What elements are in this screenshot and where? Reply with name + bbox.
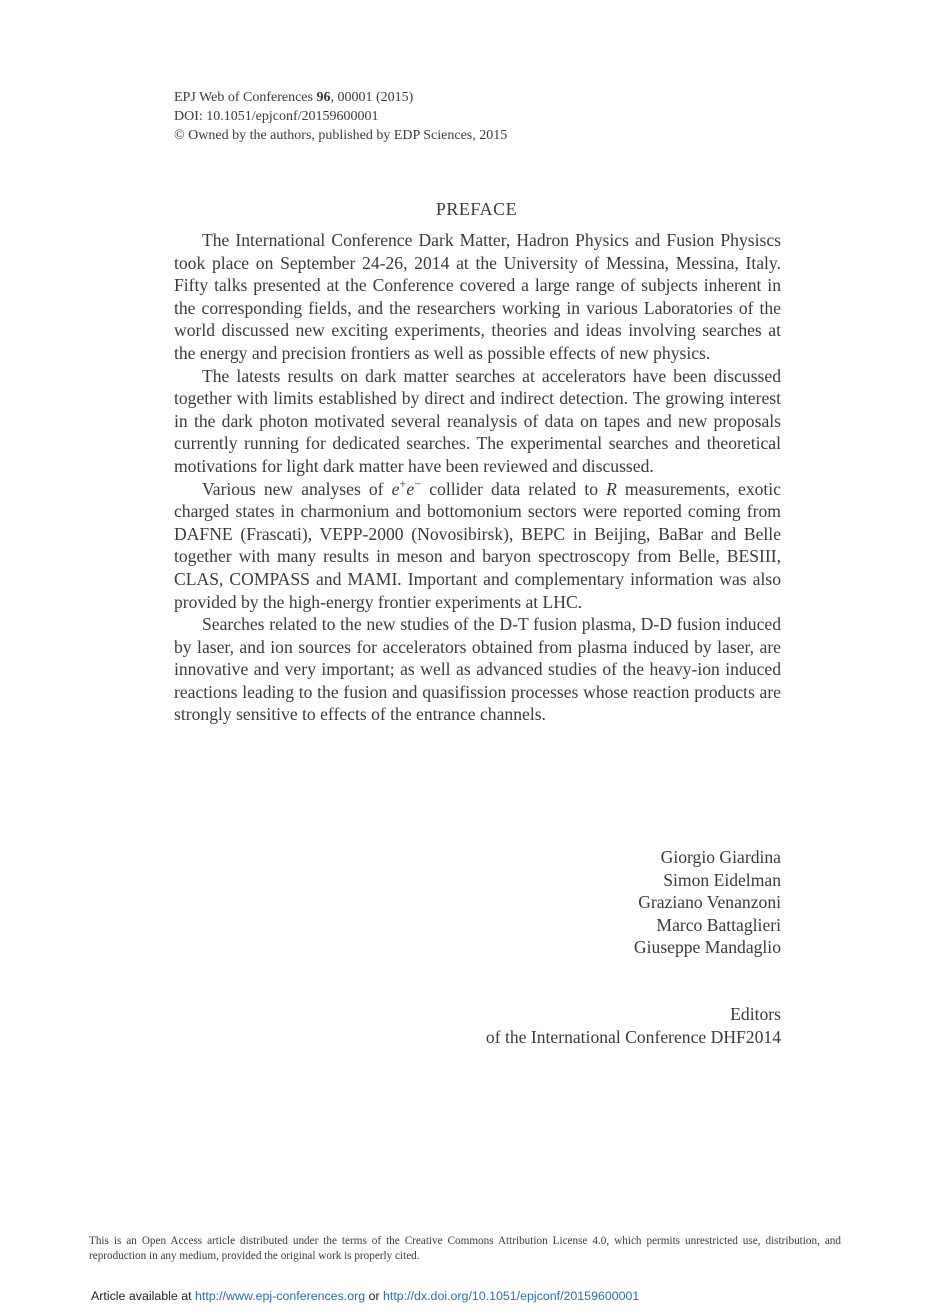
editors-label: Editors	[730, 1004, 781, 1024]
journal-line	[174, 88, 507, 107]
math-sup-plus: +	[399, 476, 407, 491]
math-e1: e	[391, 478, 400, 499]
signatory: Graziano Venanzoni	[638, 892, 781, 913]
p3-mid: collider data related to	[421, 478, 607, 499]
journal-name: EPJ Web of Conferences	[174, 90, 313, 105]
editors-block	[486, 1003, 781, 1048]
availability-or: or	[365, 1289, 384, 1303]
article-number: , 00001 (2015)	[330, 90, 414, 105]
paragraph-4: Searches related to the new studies of the D-T fusion plasma, D-D fusion induced by laser, and ion sources for accelerators obtained from plasma induced by laser, are innovative and very important; as well as advanced studies of the heavy-ion induced reactions leading to the fusion and quasifission processes whose reaction products are strongly sensitive to effects of the entrance channels.	[174, 614, 781, 725]
math-R: R	[606, 478, 617, 499]
signatory-list	[634, 846, 781, 959]
availability-prefix: Article available at	[91, 1289, 195, 1303]
preface-body	[174, 229, 781, 726]
paragraph-3	[174, 478, 781, 614]
doi-link[interactable]: http://dx.doi.org/10.1051/epjconf/20159600001	[383, 1289, 640, 1303]
paragraph-2: The latests results on dark matter searches at accelerators have been discussed together with limits established by direct and indirect detection. The growing interest in the dark photon motivated several reanalysis of data on tapes and new proposals currently running for dedicated searches. The experimental searches and theoretical motivations for light dark matter have been reviewed and discussed.	[174, 365, 781, 476]
signatory: Giorgio Giardina	[660, 847, 781, 867]
p3-after: measurements, exotic charged states in charmonium and bottomonium sectors were reported coming from DAFNE (Frascati), VEPP-2000 (Novosibirsk), BEPC in Beijing, BaBar and Belle together with many results in meson and baryon spectroscopy from Belle, BESIII, CLAS, COMPASS and MAMI. Important and complementary information was also provided by the high-energy frontier experiments at LHC.	[174, 478, 781, 612]
math-sup-minus: −	[414, 476, 422, 491]
volume-number: 96	[316, 90, 331, 105]
license-notice: This is an Open Access article distributed under the terms of the Creative Commons Attribution License 4.0, which permits unrestricted use, distribution, and reproduction in any medium, provided the original work is properly cited.	[89, 1235, 841, 1262]
paragraph-1: The International Conference Dark Matter, Hadron Physics and Fusion Physiscs took place on September 24-26, 2014 at the University of Messina, Messina, Italy. Fifty talks presented at the Conference covered a large range of subjects inherent in the corresponding fields, and the researchers working in various Laboratories of the world discussed new exciting experiments, theories and ideas involving searches at the energy and precision frontiers as well as possible effects of new physics.	[174, 230, 781, 363]
page-title: PREFACE	[435, 199, 518, 219]
math-e2: e	[406, 478, 415, 499]
signatory: Marco Battaglieri	[656, 914, 781, 935]
availability-line	[91, 1289, 639, 1303]
page-header	[174, 88, 507, 145]
doi-line: DOI: 10.1051/epjconf/20159600001	[174, 109, 379, 124]
signatory: Simon Eidelman	[663, 869, 781, 890]
journal-site-link[interactable]: http://www.epj-conferences.org	[195, 1289, 366, 1303]
signatory: Giuseppe Mandaglio	[633, 937, 781, 958]
editors-conference: of the International Conference DHF2014	[485, 1026, 781, 1047]
copyright-line: © Owned by the authors, published by EDP Sciences, 2015	[174, 128, 508, 143]
p3-before: Various new analyses of	[202, 478, 392, 499]
